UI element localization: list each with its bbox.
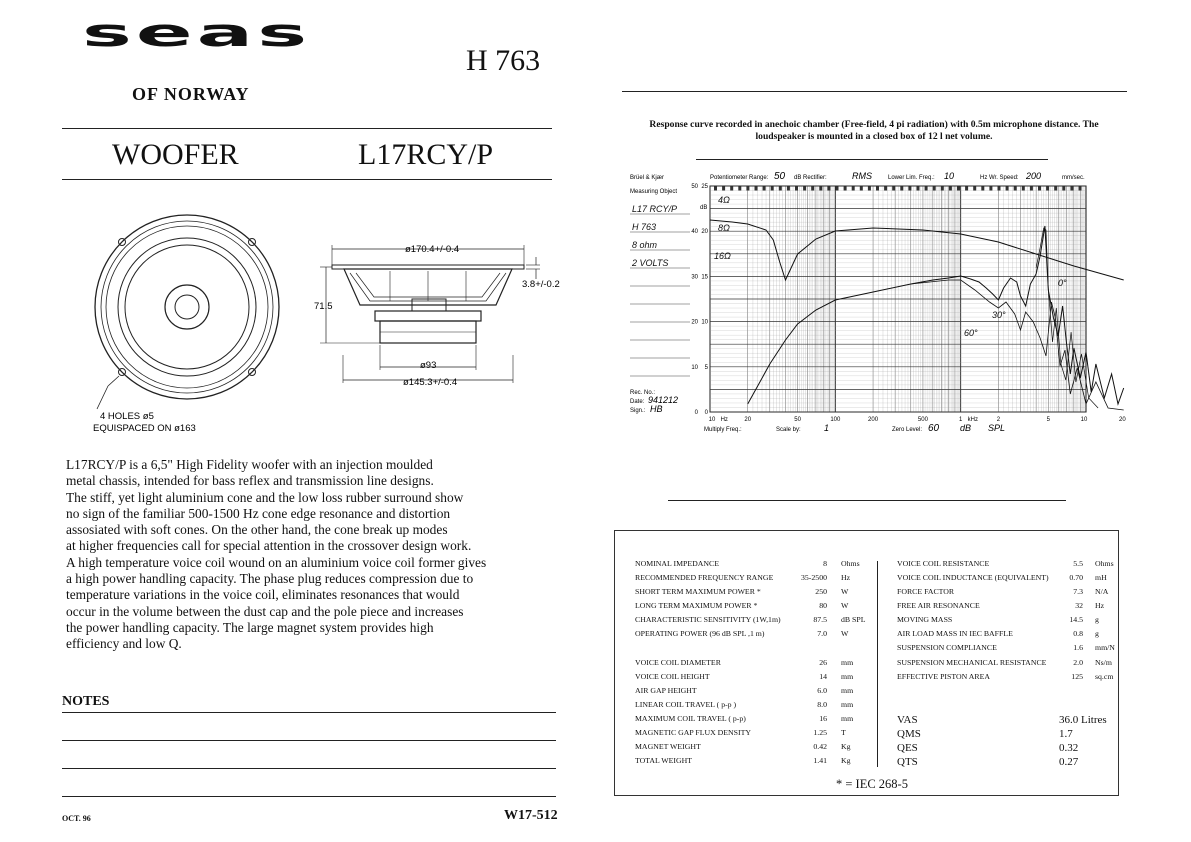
zero-level-label: Zero Level:	[892, 427, 923, 433]
spec-label: EFFECTIVE PISTON AREA	[897, 672, 990, 681]
model-code: H 763	[466, 44, 541, 77]
iec-note: * = IEC 268-5	[836, 777, 908, 791]
zero-level-spl: SPL	[988, 423, 1006, 433]
spec-unit: W	[841, 601, 849, 610]
spec-value: 32	[1075, 601, 1083, 610]
seas-logo	[82, 10, 312, 74]
notes-line	[62, 740, 556, 741]
object-line: 8 ohm	[632, 240, 658, 250]
description-line: a high power handling capacity. The phase plug reduces compression due to	[66, 571, 474, 587]
db-tick-inner: 0	[704, 410, 708, 416]
spec-unit: mm	[841, 700, 854, 709]
spec-label: FREE AIR RESONANCE	[897, 601, 980, 610]
logo-text: seas	[82, 10, 312, 56]
spec-value: 6.0	[817, 686, 827, 695]
description-line: metal chassis, intended for bass reflex and transmission line designs.	[66, 473, 434, 489]
db-tick-outer: 30	[691, 274, 698, 281]
response-caption: Response curve recorded in anechoic chamber (Free-field, 4 pi radiation) with 0.5m microphone distance. The loudspeaker is mounted in a closed box of 12 l net volume.	[649, 119, 1099, 142]
caption-rule	[696, 159, 1048, 160]
front-view	[95, 215, 279, 409]
freq-tick: 20	[1119, 417, 1126, 423]
spec-value: 250	[815, 587, 827, 596]
db-tick-inner: 20	[701, 229, 708, 236]
q-value: 0.27	[1059, 756, 1079, 768]
speed-unit: mm/sec.	[1062, 175, 1085, 181]
sign-label: Sign.:	[630, 408, 646, 414]
spec-value: 26	[819, 658, 827, 667]
spec-value: 1.41	[813, 756, 827, 765]
spec-value: 0.42	[813, 742, 827, 751]
title-rule-bottom	[62, 179, 552, 180]
freq-tick: 10	[708, 417, 716, 423]
spec-unit: W	[841, 587, 849, 596]
spec-unit: g	[1095, 615, 1099, 624]
pot-label: Potentiometer Range:	[710, 175, 769, 181]
dim-outer: ø170.4+/-0.4	[405, 244, 460, 255]
impedance-label: 8Ω	[718, 223, 730, 233]
holes-label-2: EQUISPACED ON ø163	[93, 423, 196, 434]
description-line: A high temperature voice coil wound on an aluminium voice coil former gives	[66, 554, 487, 570]
curve-label-0: 0°	[1058, 278, 1067, 288]
description-line: the power handling capacity. The large magnet system provides high	[66, 619, 434, 635]
spec-label: OPERATING POWER (96 dB SPL ,1 m)	[635, 629, 765, 638]
dim-flange: 3.8+/-0.2	[522, 279, 560, 290]
spec-value: 8	[823, 559, 827, 568]
freq-tick: 500	[917, 417, 928, 423]
multiply-label: Multiply Freq.:	[704, 427, 742, 433]
scale-value: 1	[824, 423, 830, 433]
spec-label: SUSPENSION MECHANICAL RESISTANCE	[897, 658, 1047, 667]
spec-label: VOICE COIL DIAMETER	[635, 658, 721, 667]
spec-value: 1.25	[813, 728, 827, 737]
spec-label: MOVING MASS	[897, 615, 953, 624]
date-value: 941212	[648, 395, 679, 405]
spec-unit: mm	[841, 686, 854, 695]
spec-label: MAGNETIC GAP FLUX DENSITY	[635, 728, 752, 737]
freq-tick: 2	[996, 417, 1001, 423]
freq-tick: 200	[868, 417, 879, 423]
db-tick-outer: 50	[691, 184, 698, 190]
spec-unit: mm/N	[1095, 643, 1115, 652]
spec-unit: W	[841, 629, 849, 638]
freq-tick: 1	[958, 417, 963, 423]
spec-unit: Hz	[841, 573, 851, 582]
right-top-rule	[622, 91, 1127, 92]
spec-value: 14.5	[1069, 615, 1083, 624]
spec-value: 7.3	[1073, 587, 1083, 596]
spec-label: VOICE COIL RESISTANCE	[897, 559, 990, 568]
chart-bottom-rule	[668, 500, 1066, 501]
description-line: efficiency and low Q.	[66, 636, 182, 652]
spec-unit: T	[841, 728, 846, 737]
dim-basket: ø145.3+/-0.4	[403, 377, 458, 388]
plot-area	[691, 184, 1126, 423]
db-unit-label: dB	[700, 205, 708, 211]
sign-value: HB	[650, 404, 663, 414]
db-tick-outer: 20	[691, 319, 698, 326]
date-label: Date:	[630, 399, 645, 405]
spec-unit: Ohms	[1095, 559, 1114, 568]
freq-tick: 5	[1046, 417, 1050, 423]
lower-lim-label: Lower Lim. Freq.:	[888, 175, 935, 181]
spec-unit: Ohms	[841, 559, 860, 568]
notes-line	[62, 712, 556, 713]
spec-value: 35-2500	[801, 573, 827, 582]
spec-label: MAXIMUM COIL TRAVEL ( p-p)	[635, 714, 746, 723]
q-label: VAS	[897, 714, 918, 726]
spec-unit: Kg	[841, 756, 851, 765]
object-line: 2 VOLTS	[632, 258, 669, 268]
spec-value: 0.70	[1069, 573, 1083, 582]
frequency-response-chart	[626, 168, 1126, 436]
db-tick-outer: 10	[691, 364, 698, 371]
spec-value: 16	[819, 714, 827, 723]
freq-tick: 100	[830, 417, 841, 423]
description-line: L17RCY/P is a 6,5" High Fidelity woofer with an injection moulded	[66, 457, 433, 472]
notes-line	[62, 796, 556, 797]
spec-unit: mH	[1095, 573, 1107, 582]
description-line: temperature variations in the voice coil, eliminates resonances that would	[66, 587, 460, 603]
object-line: H 763	[632, 222, 657, 232]
db-tick-inner: 15	[701, 274, 708, 281]
spec-label: AIR GAP HEIGHT	[635, 686, 697, 695]
spec-value: 8.0	[817, 700, 827, 709]
spec-value: 7.0	[817, 629, 827, 638]
q-label: QTS	[897, 756, 918, 768]
product-type: WOOFER	[112, 138, 239, 171]
q-value: 36.0 Litres	[1059, 714, 1107, 726]
spec-unit: g	[1095, 629, 1099, 638]
spec-label: MAGNET WEIGHT	[635, 742, 701, 751]
footer-code: W17-512	[504, 808, 558, 823]
spec-label: CHARACTERISTIC SENSITIVITY (1W,1m)	[635, 615, 781, 624]
spec-unit: N/A	[1095, 587, 1109, 596]
notes-line	[62, 768, 556, 769]
q-value: 1.7	[1059, 728, 1073, 740]
spec-value: 87.5	[813, 615, 827, 624]
spec-label: NOMINAL IMPEDANCE	[635, 559, 719, 568]
spec-unit: Hz	[1095, 601, 1105, 610]
description-line: The stiff, yet light aluminium cone and the low loss rubber surround show	[66, 489, 464, 505]
notes-title: NOTES	[62, 694, 110, 709]
spec-value: 125	[1071, 672, 1083, 681]
freq-tick: 10	[1080, 417, 1088, 423]
specifications-table	[614, 530, 1119, 796]
rect-value: RMS	[852, 171, 872, 181]
spec-label: RECOMMENDED FREQUENCY RANGE	[635, 573, 774, 582]
rec-no-label: Rec. No.:	[630, 390, 656, 396]
db-tick-inner: 10	[701, 319, 708, 326]
spec-label: VOICE COIL HEIGHT	[635, 672, 710, 681]
lower-lim-value: 10	[944, 171, 955, 181]
spec-value: 14	[819, 672, 827, 681]
spec-label: VOICE COIL INDUCTANCE (EQUIVALENT)	[897, 573, 1049, 582]
brand-subtitle: OF NORWAY	[132, 84, 250, 104]
db-tick-inner: 25	[701, 184, 708, 190]
speed-label: Hz Wr. Speed:	[980, 175, 1019, 181]
freq-tick: 50	[794, 417, 801, 423]
db-tick-inner: 5	[704, 364, 708, 371]
spec-label: SHORT TERM MAXIMUM POWER *	[635, 587, 761, 596]
spec-unit: sq.cm	[1095, 672, 1114, 681]
measuring-object-label: Measuring Object	[630, 189, 678, 195]
spec-divider	[877, 561, 878, 767]
spec-unit: dB SPL	[841, 615, 866, 624]
curve-label-60: 60°	[964, 328, 978, 338]
db-tick-outer: 0	[694, 410, 698, 416]
zero-level-value: 60	[928, 423, 940, 434]
spec-value: 80	[819, 601, 827, 610]
impedance-label: 4Ω	[718, 195, 730, 205]
spec-unit: mm	[841, 672, 854, 681]
model-name: L17RCY/P	[358, 138, 494, 171]
spec-unit: Kg	[841, 742, 851, 751]
chart-maker: Brüel & Kjær	[630, 175, 665, 181]
pot-value: 50	[774, 171, 786, 182]
spec-value: 2.0	[1073, 658, 1083, 667]
scale-label: Scale by:	[776, 427, 801, 433]
q-value: 0.32	[1059, 742, 1079, 754]
spec-unit: Ns/m	[1095, 658, 1112, 667]
spec-label: FORCE FACTOR	[897, 587, 955, 596]
q-label: QES	[897, 742, 918, 754]
spec-unit: mm	[841, 658, 854, 667]
description-line: occur in the volume between the dust cap and the pole piece and increases	[66, 603, 464, 619]
footer-date: OCT. 96	[62, 814, 91, 823]
spec-unit: mm	[841, 714, 854, 723]
zero-level-db: dB	[960, 423, 972, 433]
q-label: QMS	[897, 728, 921, 740]
spec-label: AIR LOAD MASS IN IEC BAFFLE	[897, 629, 1013, 638]
db-tick-outer: 40	[691, 229, 698, 236]
dim-magnet: ø93	[420, 360, 437, 371]
impedance-label: 16Ω	[714, 251, 731, 261]
freq-tick: Hz	[720, 417, 728, 423]
description-line: assosiated with soft cones. On the other hand, the cone break up modes	[66, 522, 448, 538]
description-line: no sign of the familiar 500-1500 Hz cone edge resonance and distortion	[66, 505, 451, 521]
title-rule-top	[62, 128, 552, 129]
holes-label-1: 4 HOLES ø5	[100, 411, 154, 422]
spec-value: 1.6	[1073, 643, 1083, 652]
dim-depth: 71.5	[314, 301, 333, 312]
spec-value: 0.8	[1073, 629, 1083, 638]
object-line: L17 RCY/P	[632, 204, 678, 214]
speed-value: 200	[1026, 171, 1042, 181]
spec-label: LINEAR COIL TRAVEL ( p-p )	[635, 700, 737, 709]
spec-value: 5.5	[1073, 559, 1083, 568]
description-line: at higher frequencies call for special attention in the crossover design work.	[66, 538, 472, 554]
spec-label: LONG TERM MAXIMUM POWER *	[635, 601, 758, 610]
freq-tick: kHz	[967, 417, 978, 423]
curve-label-30: 30°	[992, 310, 1006, 320]
spec-label: TOTAL WEIGHT	[635, 756, 693, 765]
product-description	[66, 457, 536, 653]
spec-label: SUSPENSION COMPLIANCE	[897, 643, 997, 652]
technical-drawing	[60, 195, 570, 440]
freq-tick: 20	[744, 417, 752, 423]
rect-label: dB Rectifier:	[794, 175, 827, 181]
